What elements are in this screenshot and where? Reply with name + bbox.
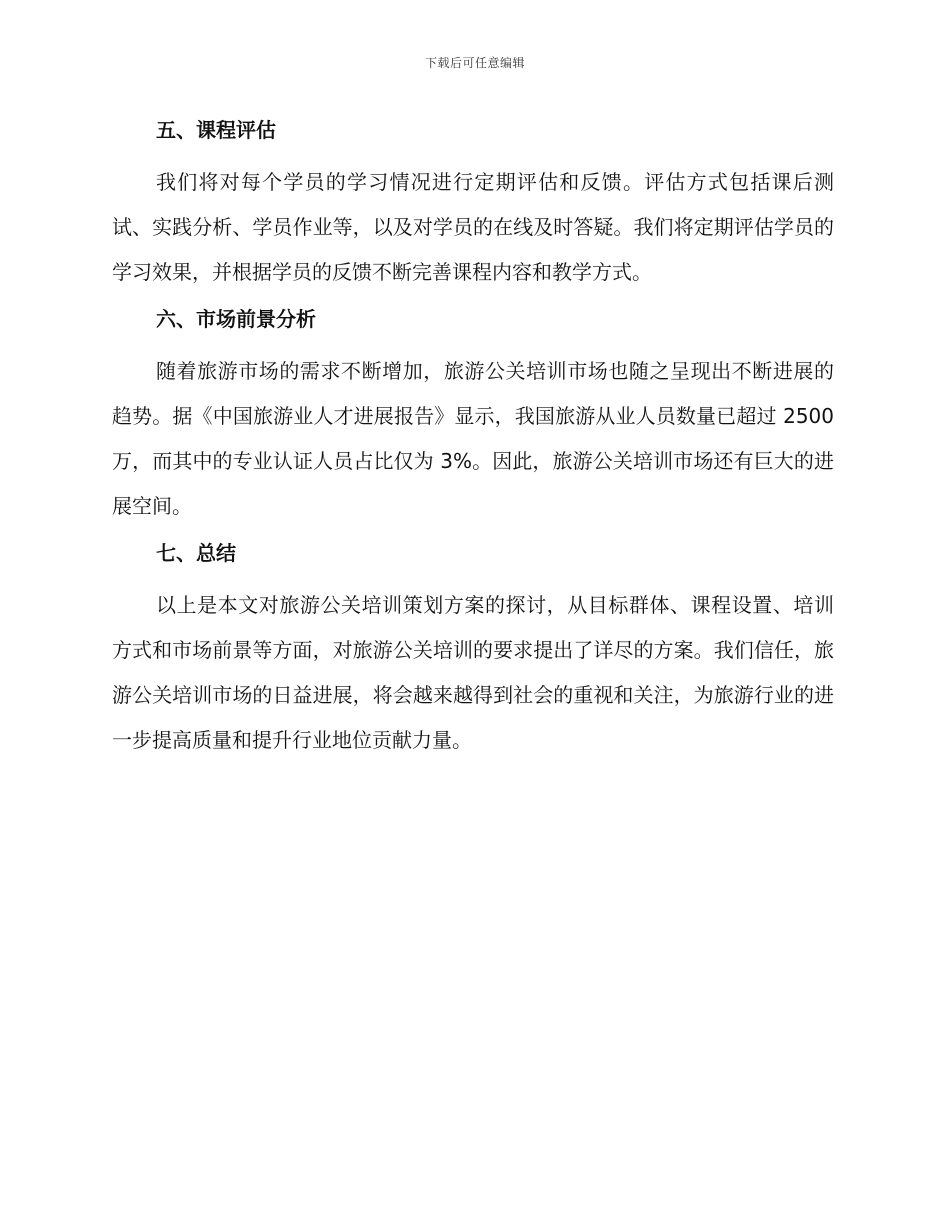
section-title-evaluation: 五、课程评估 xyxy=(156,118,276,142)
header-note: 下载后可任意编辑 xyxy=(424,56,525,70)
section-title-summary: 七、总结 xyxy=(156,541,236,565)
section-paragraph-evaluation: 我们将对每个学员的学习情况进行定期评估和反馈。评估方式包括课后测试、实践分析、学员作业等，以及对学员的在线及时答疑。我们将定期评估学员的学习效果，并根据学员的反馈不断完善课程内容和教学方式。 xyxy=(112,170,834,284)
document-body xyxy=(112,110,834,763)
section-paragraph-market-analysis: 随着旅游市场的需求不断增加，旅游公关培训市场也随之呈现出不断进展的趋势。据《中国旅游业人才进展报告》显示，我国旅游从业人员数量已超过 2500 万，而其中的专业认证人员占比仅为 3%。因此，旅游公关培训市场还有巨大的进展空间。 xyxy=(112,359,834,518)
section-paragraph-summary: 以上是本文对旅游公关培训策划方案的探讨，从目标群体、课程设置、培训方式和市场前景等方面，对旅游公关培训的要求提出了详尽的方案。我们信任，旅游公关培训市场的日益进展，将会越来越得到社会的重视和关注，为旅游行业的进一步提高质量和提升行业地位贡献力量。 xyxy=(112,593,834,752)
section-title-market-analysis: 六、市场前景分析 xyxy=(156,307,316,331)
